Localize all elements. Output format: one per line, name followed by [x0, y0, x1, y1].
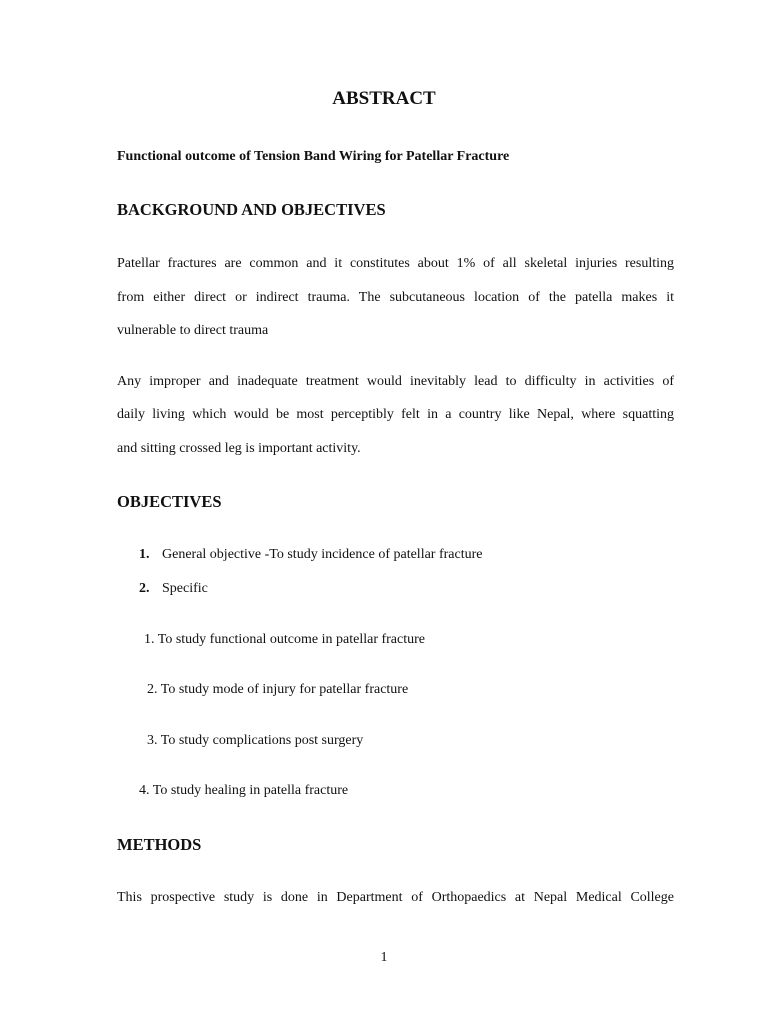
- section-heading-objectives: OBJECTIVES: [117, 492, 222, 511]
- list-number: 1.: [139, 547, 150, 562]
- paragraph-line: daily living which would be most perceptibly felt in a country like Nepal, where squatting: [117, 407, 674, 422]
- paragraph-line: Patellar fractures are common and it constitutes about 1% of all skeletal injuries resulting: [117, 256, 674, 271]
- paragraph-line: Any improper and inadequate treatment would inevitably lead to difficulty in activities of: [117, 374, 674, 389]
- page-number: 1: [380, 950, 388, 965]
- document-subtitle: Functional outcome of Tension Band Wiring for Patellar Fracture: [117, 149, 510, 164]
- section-heading-methods: METHODS: [117, 835, 202, 854]
- specific-objective-item: 2. To study mode of injury for patellar fracture: [147, 682, 409, 697]
- paragraph-line: from either direct or indirect trauma. The subcutaneous location of the patella makes it: [117, 290, 674, 305]
- specific-objective-item: 1. To study functional outcome in patellar fracture: [144, 632, 426, 647]
- document-title: ABSTRACT: [332, 88, 436, 109]
- section-heading-background: BACKGROUND AND OBJECTIVES: [117, 200, 386, 219]
- specific-objective-item: 4. To study healing in patella fracture: [139, 783, 349, 798]
- list-item-text: General objective -To study incidence of patellar fracture: [162, 547, 483, 562]
- list-number: 2.: [139, 581, 150, 596]
- paragraph-line: and sitting crossed leg is important activity.: [117, 441, 361, 456]
- paragraph-line: vulnerable to direct trauma: [117, 323, 269, 338]
- specific-objective-item: 3. To study complications post surgery: [147, 733, 364, 748]
- list-item-text: Specific: [162, 581, 208, 596]
- paragraph-line: This prospective study is done in Department of Orthopaedics at Nepal Medical College: [117, 890, 674, 905]
